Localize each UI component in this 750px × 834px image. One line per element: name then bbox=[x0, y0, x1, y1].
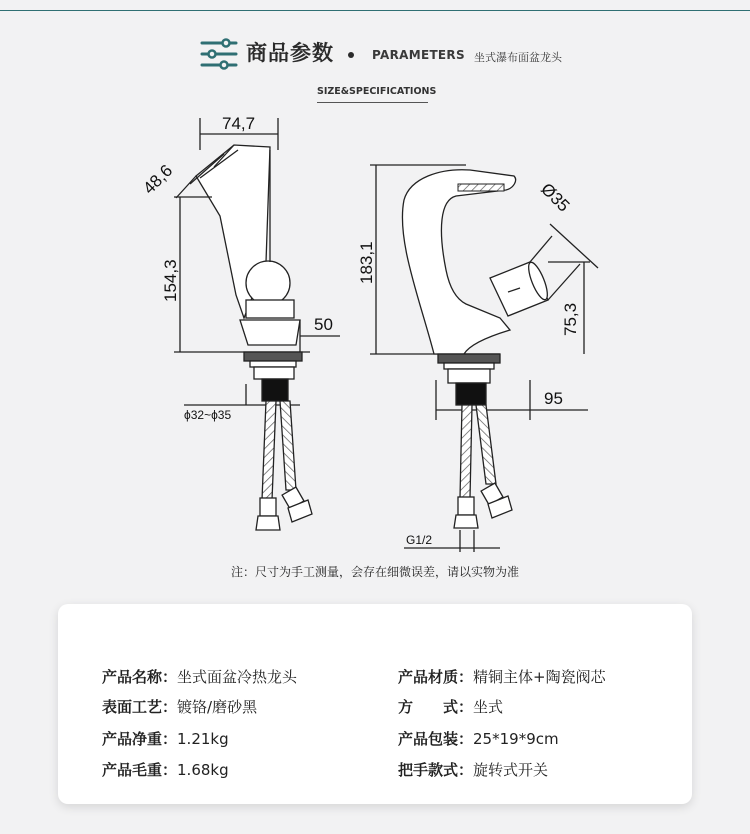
dim-reach: 95 bbox=[544, 389, 563, 408]
dim-spout-width: 48,6 bbox=[139, 160, 177, 198]
page-title: 商品参数 bbox=[246, 41, 334, 65]
spec-row bbox=[398, 759, 548, 780]
spec-value: 1.68kg bbox=[177, 761, 229, 779]
spec-card bbox=[58, 604, 692, 804]
dim-base-side: 50 bbox=[314, 315, 333, 334]
spec-label: 把手款式： bbox=[398, 761, 474, 779]
spec-row bbox=[398, 666, 606, 687]
dim-total-height: 183,1 bbox=[357, 241, 376, 284]
measurement-note: 注：尺寸为手工测量，会存在细微误差，请以实物为准 bbox=[230, 565, 519, 579]
spec-row bbox=[102, 728, 229, 749]
spec-value: 1.21kg bbox=[177, 730, 229, 748]
spec-label: 产品净重： bbox=[102, 730, 178, 748]
spec-row bbox=[102, 696, 257, 717]
dim-side-height: 154,3 bbox=[161, 259, 180, 302]
spec-value: 坐式面盆冷热龙头 bbox=[177, 668, 298, 686]
spec-value: 旋转式开关 bbox=[473, 761, 549, 779]
spec-value: 25*19*9cm bbox=[473, 730, 559, 748]
spec-label: 表面工艺： bbox=[102, 698, 178, 716]
spec-row bbox=[102, 666, 297, 687]
spec-row bbox=[398, 696, 503, 717]
dim-handle-diameter: Ø35 bbox=[537, 179, 574, 216]
spec-label: 方 式： bbox=[398, 698, 474, 716]
spec-label: 产品毛重： bbox=[102, 761, 178, 779]
dim-hole-range: ϕ32~ϕ35 bbox=[184, 408, 232, 422]
title-en: PARAMETERS bbox=[372, 48, 465, 62]
spec-row bbox=[102, 759, 229, 780]
spec-value: 镀铬/磨砂黑 bbox=[177, 698, 258, 716]
dim-width-top: 74,7 bbox=[222, 114, 256, 133]
spec-label: 产品名称： bbox=[102, 668, 178, 686]
spec-label: 产品包装： bbox=[398, 730, 474, 748]
product-subtitle: 坐式瀑布面盆龙头 bbox=[474, 51, 562, 64]
spec-label: SIZE&SPECIFICATIONS bbox=[317, 86, 437, 97]
spec-value: 精铜主体+陶瓷阀芯 bbox=[473, 668, 606, 686]
spec-value: 坐式 bbox=[473, 698, 504, 716]
dim-thread: G1/2 bbox=[406, 533, 433, 547]
dim-handle-height: 75,3 bbox=[561, 302, 580, 336]
front-view bbox=[370, 165, 598, 552]
spec-row bbox=[398, 728, 559, 749]
spec-label: 产品材质： bbox=[398, 668, 474, 686]
